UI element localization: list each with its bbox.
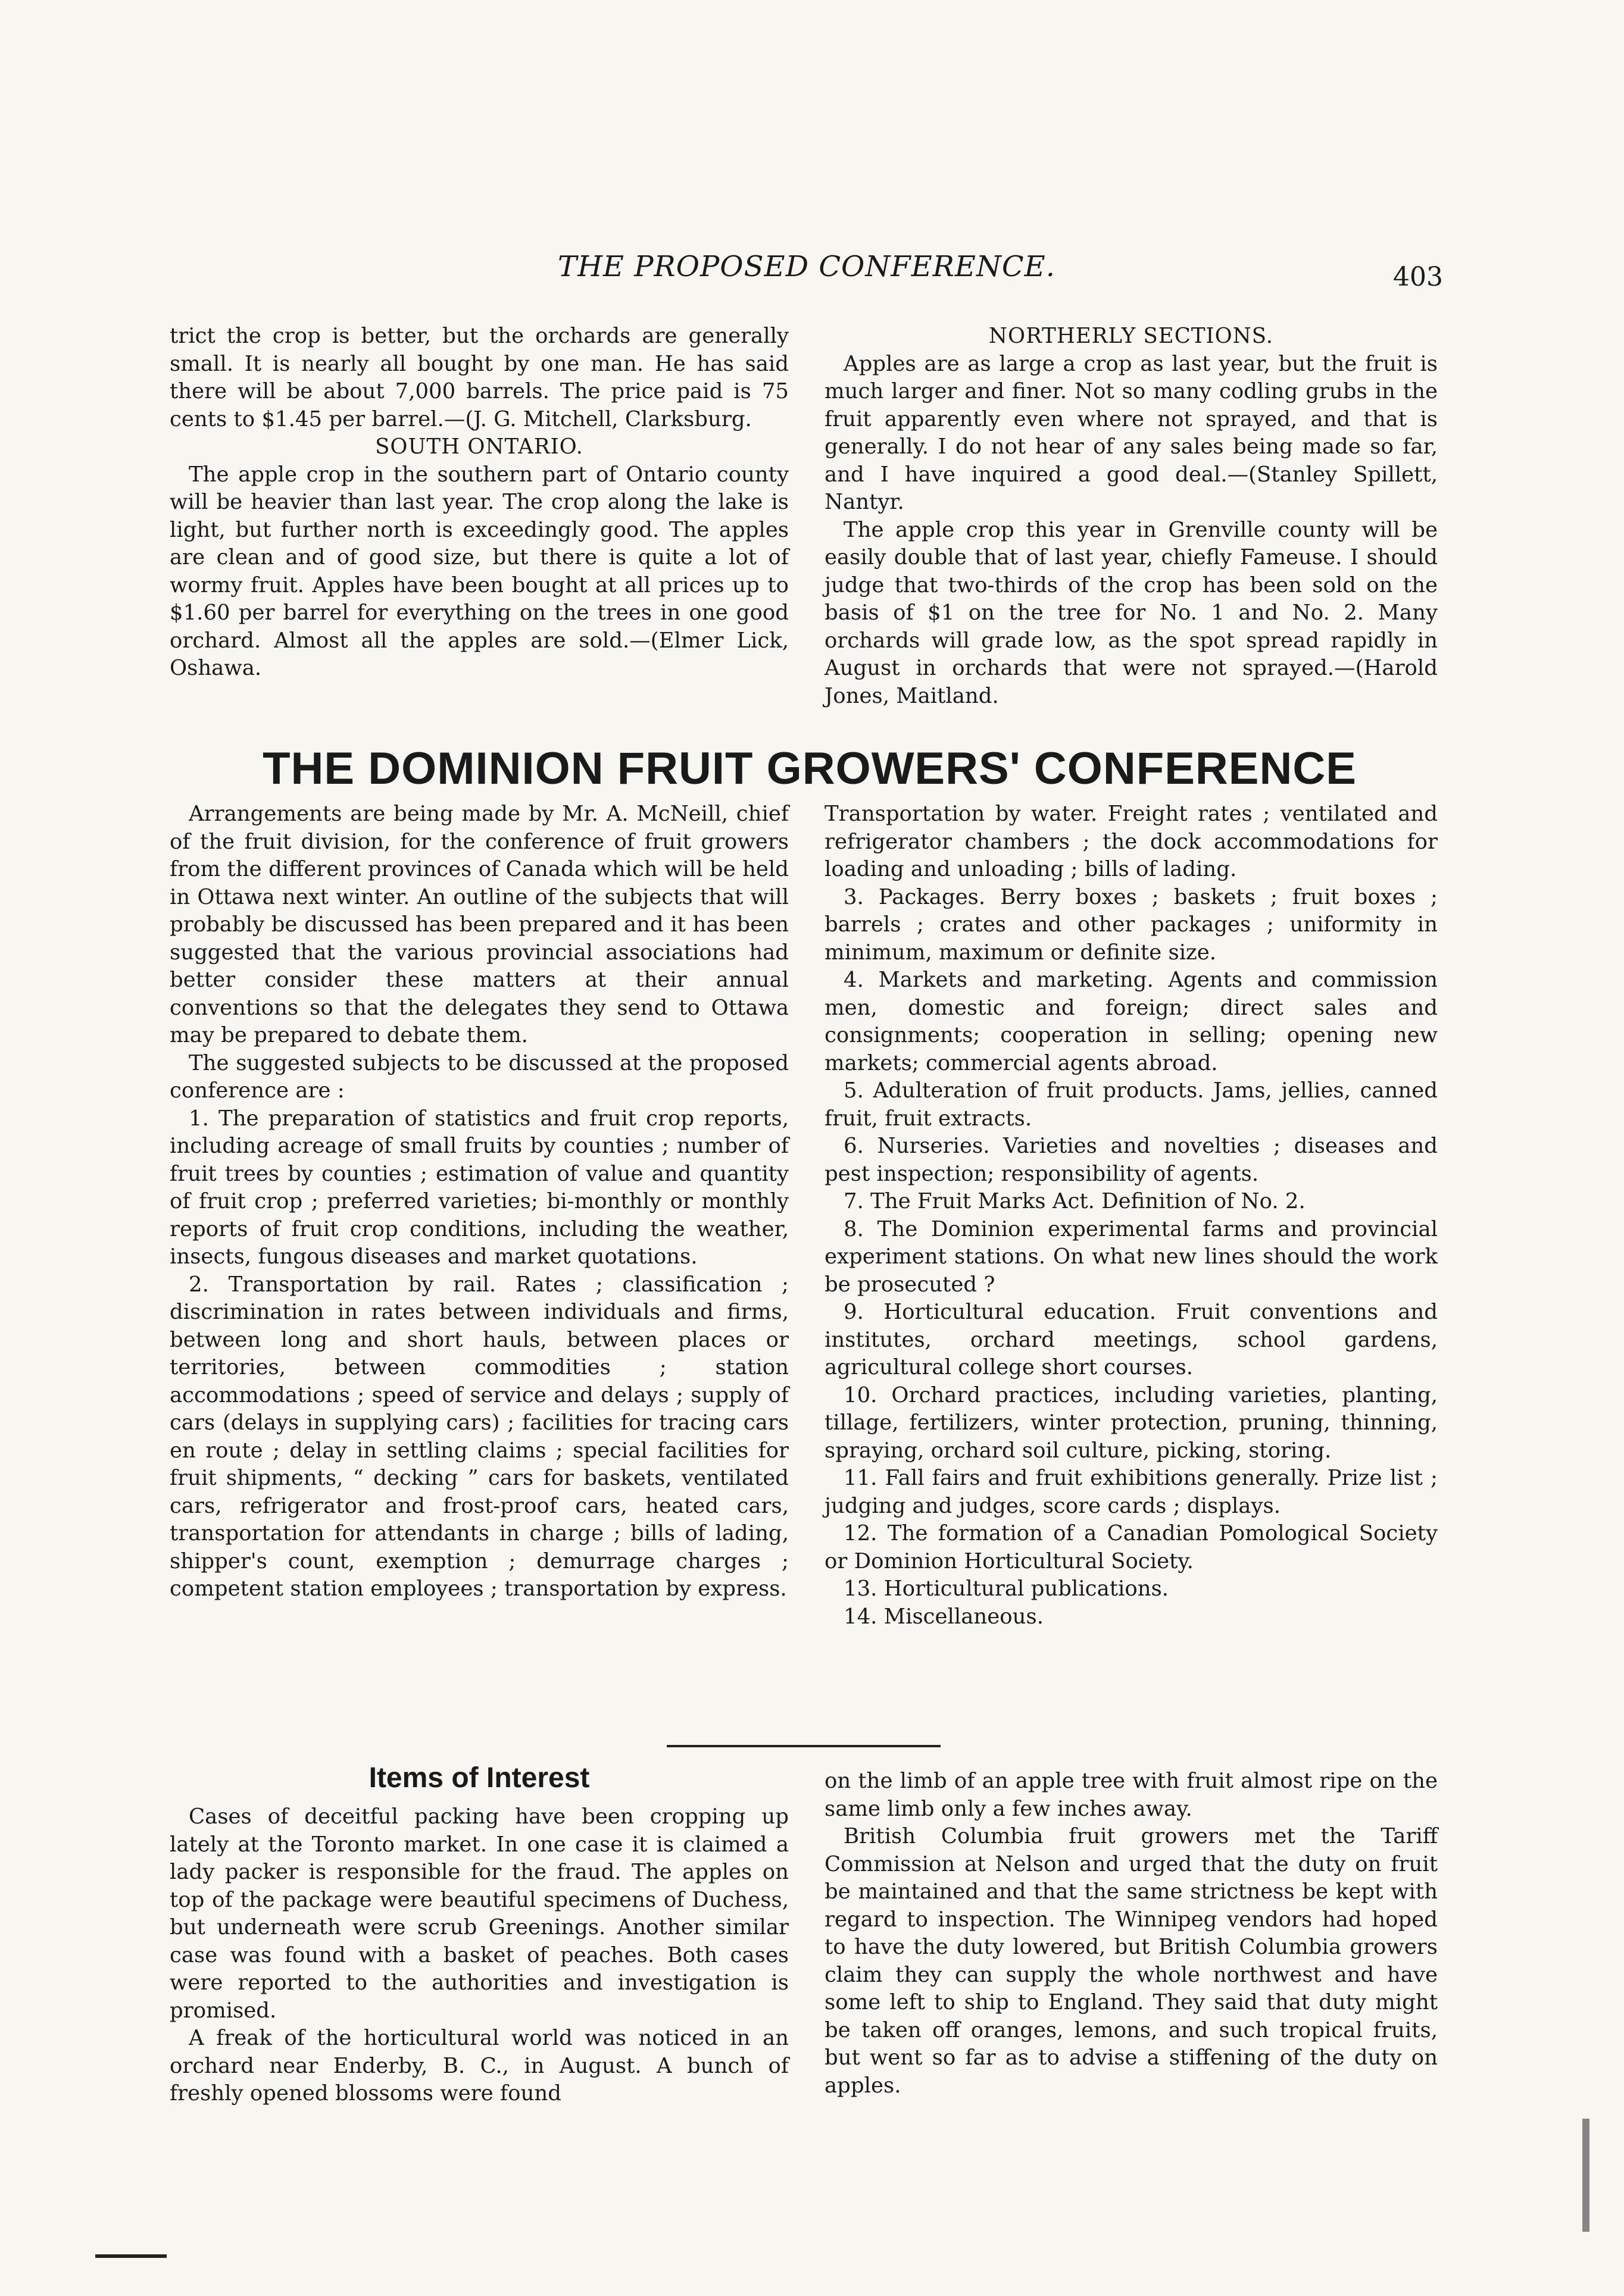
maitland-report: The apple crop this year in Grenville county will be easily double that of last year, chiefly Fameuse. I should judge that two-thirds of the crop has been sold on the basis of $1 on the tree for No. 1 and No. 2. Many orchards will grade low, as the spot spread rapidly in August in orchards that were not sprayed.—(Harold Jones, Maitland. [825,517,1438,708]
south-ontario-subhead: SOUTH ONTARIO. [375,434,583,459]
nantyr-report: Apples are as large a crop as last year, but the fruit is much larger and finer. Not so many codling grubs in the fruit apparently even where not sprayed, and that is generally. I do not hear of any sales being made so far, and I have inquired a good deal.—(Stanley Spillett, Nantyr. [825,351,1438,514]
running-head: THE PROPOSED CONFERENCE. [558,250,1055,283]
scan-corner-mark [95,2254,167,2258]
conference-right-column [825,800,1438,1631]
oshawa-report: The apple crop in the southern part of Ontario county will be heavier than last year. The crop along the lake is light, but further north is exceedingly good. The apples are clean and of good size, but there is quite a lot of wormy fruit. Apples have been bought at all prices up to $1.60 per barrel for everything on the trees in one good orchard. Almost all the apples are sold.—(Elmer Lick, Oshawa. [170,462,789,680]
tariff-commission-item: British Columbia fruit growers met the Tariff Commission at Nelson and urged that the duty on fruit be maintained and that the same strictness be kept with regard to inspection. The Winnipeg vendors had hoped to have the duty lowered, but British Columbia growers claim they can supply the whole northwest and have some left to ship to England. They said that duty might be taken off oranges, lemons, and such tropical fruits, but went so far as to advise a stiffening of the duty on apples. [825,1824,1438,2098]
subject-4: 4. Markets and marketing. Agents and commission men, domestic and foreign; direct sales and consignments; cooperation in selling; opening new markets; commercial agents abroad. [825,968,1438,1075]
scan-edge-mark [1582,2119,1589,2232]
conference-intro: Arrangements are being made by Mr. A. McNeill, chief of the fruit division, for the conference of fruit growers from the different provinces of Canada which will be held in Ottawa next winter. An outline of the subjects that will probably be discussed has been prepared and it has been suggested that the various provincial associations had better consider these matters at their annual conventions so that the delegates they send to Ottawa may be prepared to debate them. [170,802,789,1047]
subject-3: 3. Packages. Berry boxes ; baskets ; fruit boxes ; barrels ; crates and other packages ; uniformity in minimum, maximum or definite size. [825,884,1438,965]
enderby-freak-item: A freak of the horticultural world was noticed in an orchard near Enderby, B. C., in August. A bunch of freshly opened blossoms were found [170,2026,789,2106]
conference-title: THE DOMINION FRUIT GROWERS' CONFERENCE [263,743,1357,794]
subject-7: 7. The Fruit Marks Act. Definition of No. 2. [844,1189,1306,1213]
conference-left-column [170,800,789,1603]
subjects-lead: The suggested subjects to be discussed at the proposed conference are : [170,1050,789,1103]
subject-8: 8. The Dominion experimental farms and provincial experiment stations. On what new lines should the work be prosecuted ? [825,1216,1438,1297]
top-left-column [170,323,789,683]
items-of-interest-title: Items of Interest [368,1762,590,1794]
subject-5: 5. Adulteration of fruit products. Jams, jellies, canned fruit, fruit extracts. [825,1078,1438,1131]
section-divider [667,1745,941,1747]
subject-11: 11. Fall fairs and fruit exhibitions generally. Prize list ; judging and judges, score cards ; displays. [825,1466,1438,1518]
subject-14: 14. Miscellaneous. [844,1604,1044,1629]
subject-12: 12. The formation of a Canadian Pomological Society or Dominion Horticultural Society. [825,1521,1438,1574]
page-number: 403 [1393,262,1443,292]
subject-13: 13. Horticultural publications. [844,1576,1169,1601]
subject-10: 10. Orchard practices, including varieties, planting, tillage, fertilizers, winter protection, pruning, thinning, spraying, orchard soil culture, picking, storing. [825,1382,1438,1463]
items-left-column [170,1803,789,2108]
subject-6: 6. Nurseries. Varieties and novelties ; diseases and pest inspection; responsibility of agents. [825,1134,1438,1186]
clarksburg-report: trict the crop is better, but the orchards are generally small. It is nearly all bought by one man. He has said there will be about 7,000 barrels. The price paid is 75 cents to $1.45 per barrel.—(J. G. Mitchell, Clarksburg. [170,324,789,431]
subject-9: 9. Horticultural education. Fruit conventions and institutes, orchard meetings, school gardens, agricultural college short courses. [825,1300,1438,1380]
subject-2-continued: Transportation by water. Freight rates ; ventilated and refrigerator chambers ; the dock accommodations for loading and unloading ; bills of lading. [825,802,1438,881]
deceitful-packing-item: Cases of deceitful packing have been cropping up lately at the Toronto market. In one case it is claimed a lady packer is responsible for the fraud. The apples on top of the package were beautiful specimens of Duchess, but underneath were scrub Greenings. Another similar case was found with a basket of peaches. Both cases were reported to the authorities and investigation is promised. [170,1804,789,2023]
top-right-column [825,323,1438,710]
items-right-column [825,1768,1438,2100]
subject-1: 1. The preparation of statistics and fruit crop reports, including acreage of small fruits by counties ; number of fruit trees by counties ; estimation of value and quantity of fruit crop ; preferred varieties; bi-monthly or monthly reports of fruit crop conditions, including the weather, insects, fungous diseases and market quotations. [170,1106,789,1269]
enderby-freak-continued: on the limb of an apple tree with fruit almost ripe on the same limb only a few inches away. [825,1769,1438,1821]
subject-2: 2. Transportation by rail. Rates ; classification ; discrimination in rates between individuals and firms, between long and short hauls, between places or territories, between commodities ; station accommodations ; speed of service and delays ; supply of cars (delays in supplying cars) ; facilities for tracing cars en route ; delay in settling claims ; special facilities for fruit shipments, “ decking ” cars for baskets, ventilated cars, refrigerator and frost-proof cars, heated cars, transportation for attendants in charge ; bills of lading, shipper's count, exemption ; demurrage charges ; competent station employees ; transportation by express. [170,1272,789,1601]
northerly-sections-subhead: NORTHERLY SECTIONS. [988,324,1274,348]
